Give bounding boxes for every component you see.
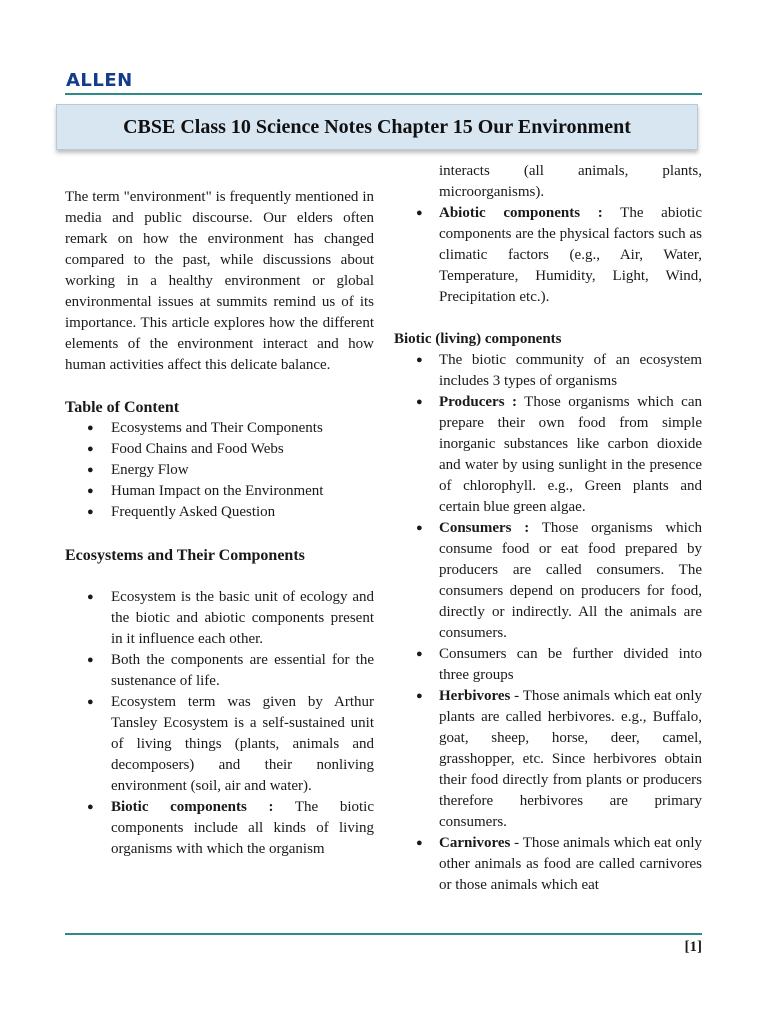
consumers-text: Those organisms which consume food or eat food prepared by producers are called consumers. The consumers depend on producers for food, directly or indirectly. All the animals are consumers.	[439, 520, 702, 641]
ecosystem-points	[65, 587, 374, 860]
herbivores-text: - Those animals which eat only plants are called herbivores. e.g., Buffalo, goat, sheep, horse, deer, camel, grasshopper, etc. Since herbivores obtain their food directly from plants or producers therefore herbivores are primary consumers.	[439, 688, 702, 830]
list-item-abiotic	[394, 203, 702, 308]
biotic-list	[394, 350, 702, 896]
list-item: ● Ecosystem is the basic unit of ecology and the biotic and abiotic components present in it influence each other.	[65, 587, 374, 650]
carnivores-label: Carnivores	[439, 835, 511, 851]
footer-divider	[65, 933, 702, 935]
toc-heading: Table of Content	[65, 399, 180, 416]
title-box	[56, 104, 698, 150]
toc-item[interactable]: ● Food Chains and Food Webs	[65, 439, 374, 460]
header-divider	[65, 93, 702, 95]
list-item-producers	[394, 392, 702, 518]
right-column	[394, 161, 702, 896]
producers-text: Those organisms which can prepare their own food from simple inorganic substances like carbon dioxide and water by using sunlight in the presence of chlorophyll. e.g., Green plants and certain blue green algae.	[439, 394, 702, 515]
list-item: ● Both the components are essential for the sustenance of life.	[65, 650, 374, 692]
toc-item[interactable]: ● Human Impact on the Environment	[65, 481, 374, 502]
toc-item[interactable]: ● Frequently Asked Question	[65, 502, 374, 523]
list-item-carnivores	[394, 833, 702, 896]
list-item-biotic	[65, 797, 374, 860]
biotic-text: The biotic components include all kinds of living organisms with which the organism	[111, 799, 374, 857]
intro-paragraph: The term "environment" is frequently mentioned in media and public discourse. Our elders often remark on how the environment has changed compared to the past, while discussions about working in a healthy environment or global environmental issues at summits remind us of its importance. This article explores how the different elements of the environment interact and how human activities affect this delicate balance.	[65, 189, 374, 373]
list-item: ● Consumers can be further divided into three groups	[394, 644, 702, 686]
left-column	[65, 187, 374, 860]
list-item-consumers	[394, 518, 702, 644]
toc-list	[65, 418, 374, 523]
page-number: [1]	[684, 939, 702, 955]
biotic-heading: Biotic (living) components	[394, 331, 562, 347]
biotic-continued: interacts (all animals, plants, microorganisms).	[439, 163, 702, 200]
consumers-label: Consumers :	[439, 520, 530, 536]
biotic-label: Biotic components :	[111, 799, 274, 815]
page-title: CBSE Class 10 Science Notes Chapter 15 Our Environment	[123, 116, 631, 138]
herbivores-label: Herbivores	[439, 688, 511, 704]
list-item: ● Ecosystem term was given by Arthur Tansley Ecosystem is a self-sustained unit of living things (plants, animals and decomposers) and their nonliving environment (soil, air and water).	[65, 692, 374, 797]
abiotic-label: Abiotic components :	[439, 205, 603, 221]
list-item-herbivores	[394, 686, 702, 833]
abiotic-list	[394, 203, 702, 308]
carnivores-text: - Those animals which eat only other animals as food are called carnivores or those animals which eat	[439, 835, 702, 893]
allen-logo: ALLEN	[66, 70, 133, 91]
abiotic-text: The abiotic components are the physical factors such as climatic factors (e.g., Air, Water, Temperature, Humidity, Light, Wind, Precipitation etc.).	[439, 205, 702, 305]
list-item: ● The biotic community of an ecosystem includes 3 types of organisms	[394, 350, 702, 392]
toc-item[interactable]: ● Energy Flow	[65, 460, 374, 481]
ecosystems-heading: Ecosystems and Their Components	[65, 547, 305, 564]
producers-label: Producers :	[439, 394, 517, 410]
toc-item[interactable]: ● Ecosystems and Their Components	[65, 418, 374, 439]
